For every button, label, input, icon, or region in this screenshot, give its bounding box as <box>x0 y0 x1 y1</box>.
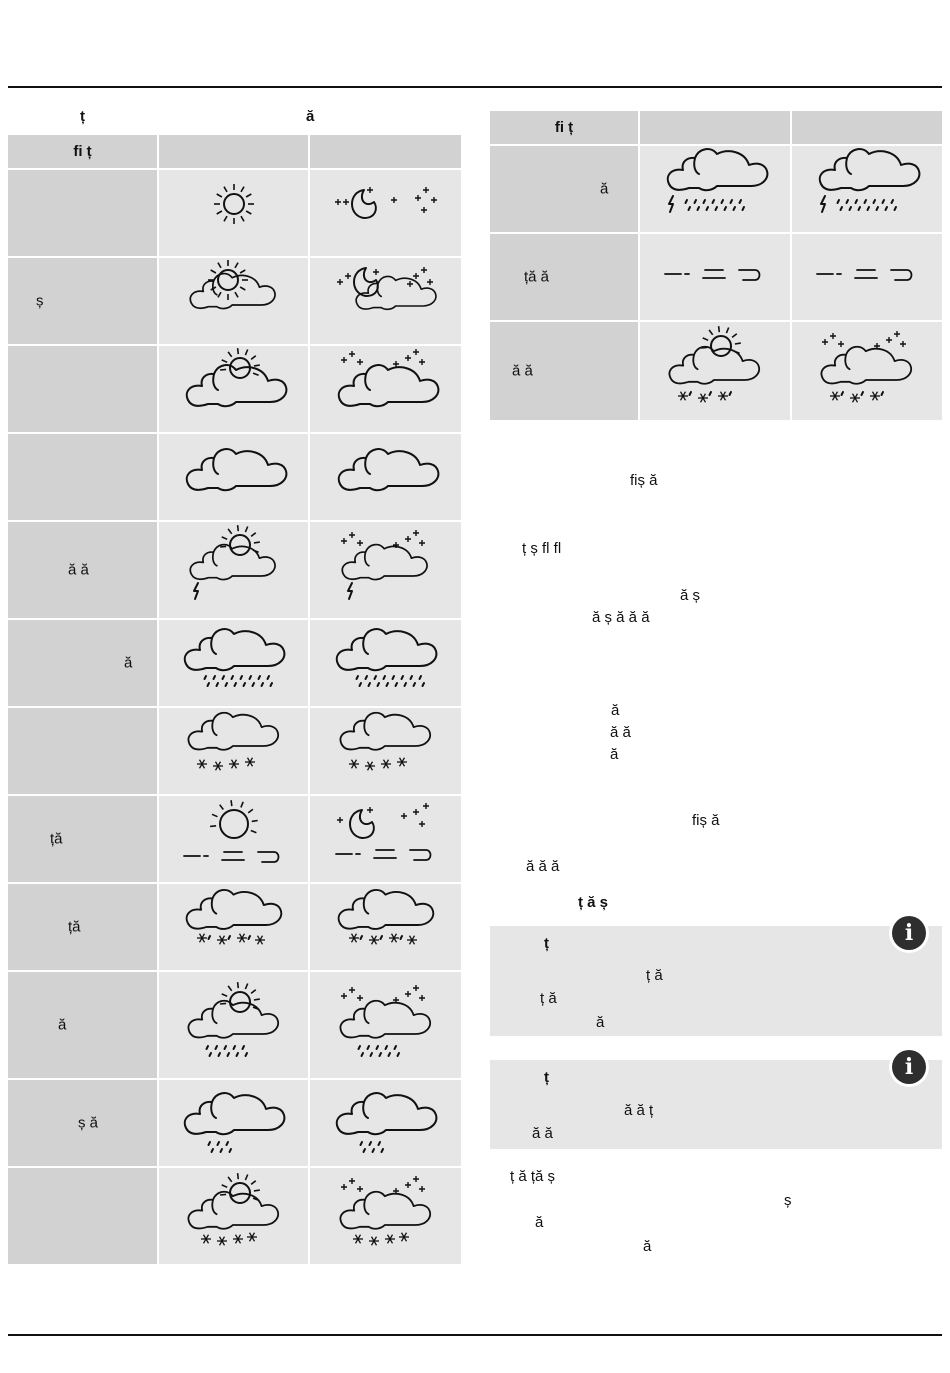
day-icon-cell <box>159 972 308 1078</box>
note-title: ț <box>544 935 549 952</box>
sun-cloud-icon <box>178 262 290 341</box>
wind-icon <box>659 238 771 317</box>
info-note-1 <box>490 926 942 1036</box>
night-icon-cell <box>310 972 461 1078</box>
row-label-cell <box>490 234 638 320</box>
night-storm-icon <box>330 531 442 610</box>
header-night-cell <box>310 135 461 168</box>
row-label-cell <box>8 620 157 706</box>
row-label-cell <box>8 796 157 882</box>
body-line-9: ă ă ă <box>526 858 560 875</box>
night-icon-cell <box>310 708 461 794</box>
section-subheading: ț ă ș <box>578 894 609 911</box>
note-line: ă ă ț <box>624 1102 654 1119</box>
moon-fog-icon <box>330 800 442 879</box>
light-rain-icon <box>178 1084 290 1163</box>
day-icon-cell <box>640 234 790 320</box>
body-line-4: ă ș ă ă ă <box>592 609 650 626</box>
day-icon-cell <box>640 146 790 232</box>
night-rain-icon <box>330 986 442 1065</box>
storm-rain-night-icon <box>811 150 923 229</box>
row-label-cell <box>8 708 157 794</box>
sleet-icon <box>178 888 290 967</box>
day-icon-cell <box>159 346 308 432</box>
day-icon-cell <box>159 708 308 794</box>
cloudy-icon <box>178 438 290 517</box>
row-label-cell <box>8 972 157 1078</box>
storm-rain-icon <box>659 150 771 229</box>
sun-rain-icon <box>178 986 290 1065</box>
sun-storm-icon <box>178 531 290 610</box>
row-label-cell <box>8 170 157 256</box>
row-label: ă <box>600 180 609 198</box>
night-icon-cell <box>310 1168 461 1264</box>
final-line-3: ă <box>535 1214 544 1231</box>
row-label-cell <box>8 258 157 344</box>
night-icon-cell <box>310 346 461 432</box>
bottom-rule <box>8 1334 942 1336</box>
night-icon-cell <box>310 170 461 256</box>
header-label-cell: fi ț <box>8 135 157 168</box>
row-label: ță <box>68 918 81 936</box>
day-icon-cell <box>159 434 308 520</box>
header-day-cell <box>159 135 308 168</box>
night-icon-cell <box>792 234 942 320</box>
row-label-cell <box>8 1080 157 1166</box>
light-rain-night-icon <box>330 1084 442 1163</box>
body-line-1: fiș ă <box>630 472 658 489</box>
body-line-3: ă ș <box>680 587 701 604</box>
table-caption-left: ț <box>80 108 85 125</box>
day-icon-cell <box>159 1168 308 1264</box>
night-icon-cell <box>792 146 942 232</box>
day-icon-cell <box>159 1080 308 1166</box>
night-snow-icon <box>330 1177 442 1256</box>
body-line-6: ă ă <box>610 724 631 741</box>
night-icon-cell <box>310 796 461 882</box>
night-icon-cell <box>310 620 461 706</box>
day-icon-cell <box>159 258 308 344</box>
heavy-rain-night-icon <box>330 624 442 703</box>
table-caption-right: ă <box>306 108 315 125</box>
body-line-2: ț ș fl fl <box>522 540 562 557</box>
sleet-night-icon <box>330 888 442 967</box>
weather-icons-table-right <box>490 111 942 420</box>
info-icon: i <box>889 913 929 953</box>
row-label: ă <box>58 1016 67 1034</box>
snow-icon <box>178 712 290 791</box>
row-label-cell <box>8 884 157 970</box>
night-icon-cell <box>310 258 461 344</box>
info-icon: i <box>889 1047 929 1087</box>
night-icon-cell <box>310 434 461 520</box>
moon-cloud-icon <box>330 262 442 341</box>
night-icon-cell <box>310 522 461 618</box>
snow-night-icon <box>330 712 442 791</box>
sun-snow-icon <box>178 1177 290 1256</box>
row-label-cell <box>8 434 157 520</box>
row-label: ță ă <box>524 268 550 286</box>
row-label-cell <box>8 522 157 618</box>
row-label: ă <box>124 654 133 672</box>
day-icon-cell <box>159 522 308 618</box>
top-rule <box>8 86 942 88</box>
row-label: ță <box>50 830 63 848</box>
heavy-rain-icon <box>178 624 290 703</box>
partly-cloudy-icon <box>178 350 290 429</box>
night-sleet-icon <box>811 332 923 411</box>
body-line-7: ă <box>610 746 619 763</box>
row-label: ș <box>36 292 44 310</box>
row-label: ș ă <box>78 1114 99 1132</box>
night-icon-cell <box>310 1080 461 1166</box>
night-icon-cell <box>310 884 461 970</box>
row-label: ă ă <box>512 362 533 380</box>
day-icon-cell <box>159 170 308 256</box>
night-icon-cell <box>792 322 942 420</box>
day-icon-cell <box>159 884 308 970</box>
header-label-cell: fi ț <box>490 111 638 144</box>
info-note-2 <box>490 1060 942 1149</box>
note-title: ț <box>544 1069 549 1086</box>
final-line-4: ă <box>643 1238 652 1255</box>
row-label: ă ă <box>68 561 89 579</box>
note-line: ț ă <box>646 967 663 984</box>
cloudy-night-icon <box>330 438 442 517</box>
note-line: ț ă <box>540 990 557 1007</box>
moon-stars-icon <box>330 174 442 253</box>
final-line-2: ș <box>784 1192 792 1209</box>
header-night-cell <box>792 111 942 144</box>
final-line-1: ț ă ță ș <box>510 1168 556 1185</box>
row-label-cell <box>490 146 638 232</box>
day-icon-cell <box>159 620 308 706</box>
note-line: ă <box>596 1014 605 1031</box>
row-label-cell <box>490 322 638 420</box>
row-label-cell <box>8 1168 157 1264</box>
weather-icons-table-left <box>8 135 461 1264</box>
day-icon-cell <box>640 322 790 420</box>
sun-fog-icon <box>178 800 290 879</box>
sun-sleet-icon <box>659 332 771 411</box>
wind-night-icon <box>811 238 923 317</box>
stars-cloudy-icon <box>330 350 442 429</box>
note-line: ă ă <box>532 1125 553 1142</box>
header-day-cell <box>640 111 790 144</box>
row-label-cell <box>8 346 157 432</box>
body-line-8: fiș ă <box>692 812 720 829</box>
body-line-5: ă <box>611 702 620 719</box>
day-icon-cell <box>159 796 308 882</box>
sun-icon <box>178 174 290 253</box>
